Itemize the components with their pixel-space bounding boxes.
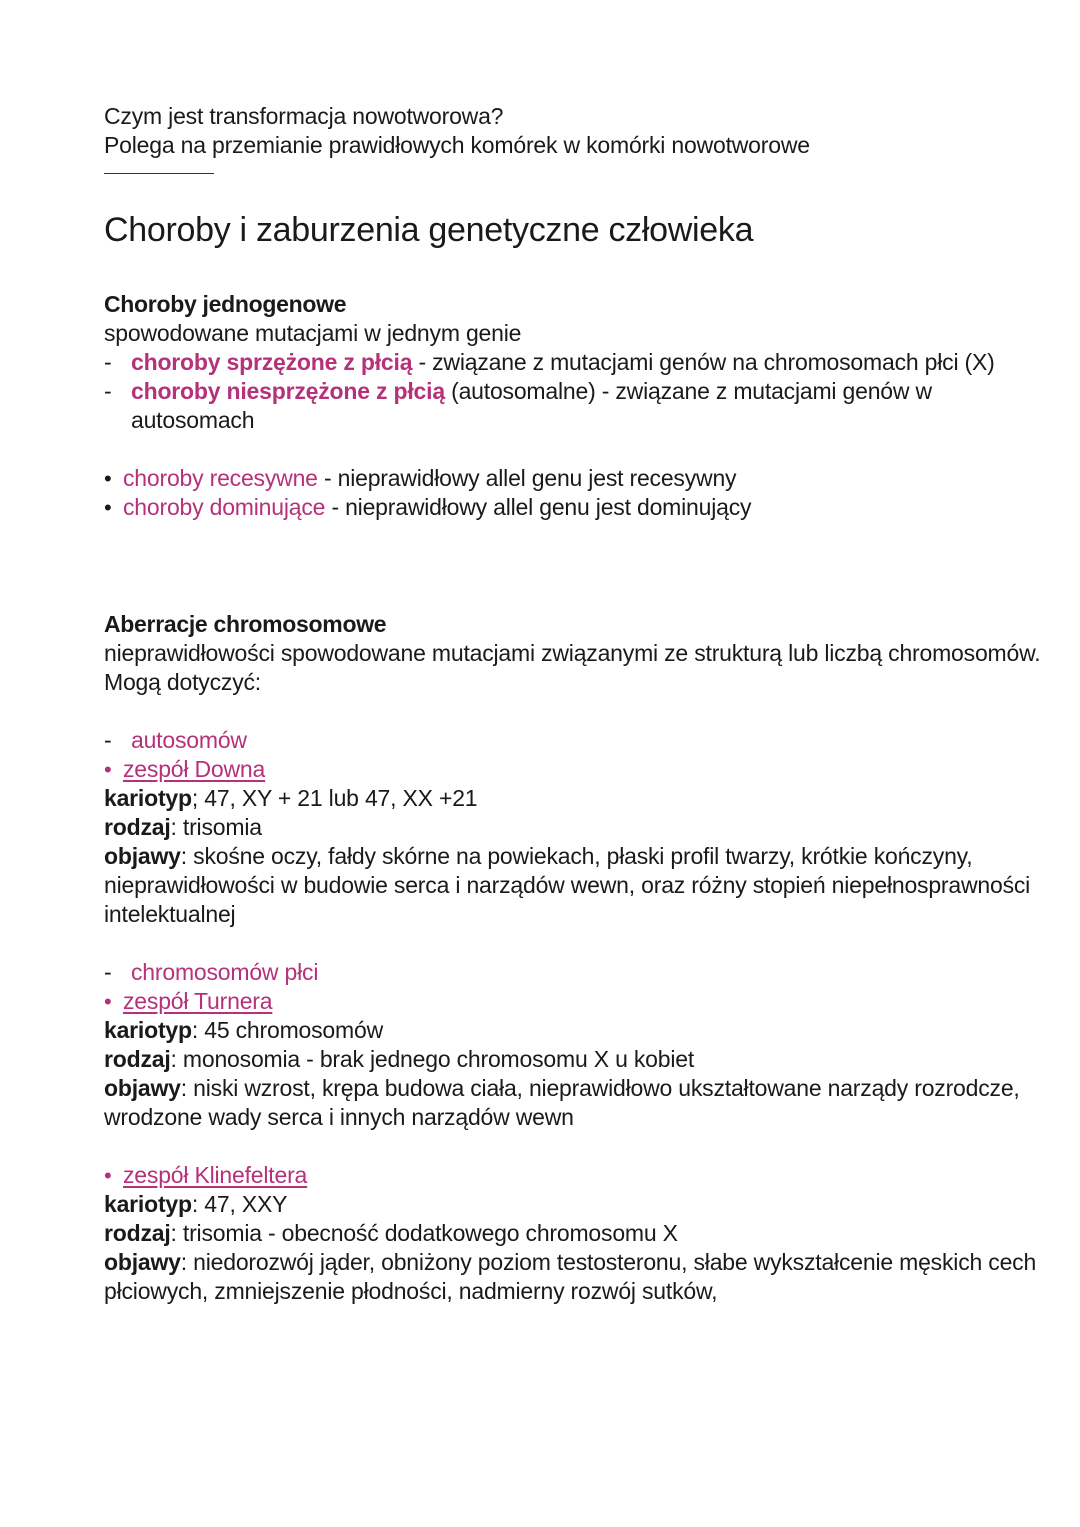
field-value-continued: nieprawidłowości w budowie serca i narządów wewn, oraz różny stopień niepełnosprawności [104,872,1031,898]
group-heading [104,958,1004,987]
field-value: : 47, XXY [191,1191,288,1217]
bullet-marker: • [104,757,112,782]
field-label: kariotyp [104,1191,192,1217]
term-definition-continued: autosomach [131,407,255,433]
field-label: objawy [104,843,181,869]
group-label: chromosomów płci [131,959,319,985]
term-definition: - nieprawidłowy allel genu jest dominujący [325,494,752,520]
dash-marker: - [104,378,112,404]
field-value: : niedorozwój jąder, obniżony poziom testosteronu, słabe wykształcenie męskich cech [180,1249,1037,1275]
term-autosomal: choroby niesprzężone z płcią [131,378,445,404]
field-label: rodzaj [104,814,171,840]
intro-question: Czym jest transformacja nowotworowa? [104,103,504,129]
field-value: : 45 chromosomów [191,1017,383,1043]
syndrome-heading [104,1161,1004,1190]
section-description: Mogą dotyczyć: [104,669,261,695]
list-item [104,348,1004,377]
field-value-continued: płciowych, zmniejszenie płodności, nadmierny rozwój sutków, [104,1278,718,1304]
list-item [104,464,1004,493]
page-title: Choroby i zaburzenia genetyczne człowieka [104,211,754,249]
list-item [104,493,1004,522]
syndrome-block [104,1161,1037,1306]
term-recessive: choroby recesywne [123,465,318,491]
section-description: spowodowane mutacjami w jednym genie [104,320,522,346]
section-heading-single-gene: Choroby jednogenowe [104,291,347,317]
intro-answer: Polega na przemianie prawidłowych komórek w komórki nowotworowe [104,132,810,158]
bullet-marker: • [104,1163,112,1188]
group-label: autosomów [131,727,247,753]
field-label: kariotyp [104,1017,192,1043]
term-definition: (autosomalne) - związane z mutacjami genów w [444,378,932,404]
dash-marker: - [104,959,112,985]
bullet-marker: • [104,466,112,491]
section-description: nieprawidłowości spowodowane mutacjami związanymi ze strukturą lub liczbą chromosomów. [104,640,1041,666]
field-label: kariotyp [104,785,192,811]
link-down-syndrome[interactable]: zespół Downa [123,756,266,782]
field-label: objawy [104,1075,181,1101]
field-label: objawy [104,1249,181,1275]
section-single-gene [104,290,1004,522]
bullet-list [104,464,1004,522]
dash-marker: - [104,349,112,375]
field-value: ; 47, XY + 21 lub 47, XX +21 [191,785,478,811]
group-heading [104,726,1004,755]
bullet-marker: • [104,989,112,1014]
term-sex-linked: choroby sprzężone z płcią [131,349,413,375]
dash-marker: - [104,727,112,753]
group-autosomes [104,726,1031,929]
section-heading-aberrations: Aberracje chromosomowe [104,611,387,637]
syndrome-heading [104,987,1004,1016]
section-aberrations [104,610,1041,1306]
link-klinefelter-syndrome[interactable]: zespół Klinefeltera [123,1162,308,1188]
list-item [104,377,1004,435]
field-label: rodzaj [104,1220,171,1246]
syndrome-heading [104,755,1004,784]
term-definition: - nieprawidłowy allel genu jest recesywny [317,465,737,491]
field-value: : niski wzrost, krępa budowa ciała, nieprawidłowo ukształtowane narządy rozrodcze, [180,1075,1020,1101]
document-page [104,102,1041,1306]
field-value: : skośne oczy, fałdy skórne na powiekach, płaski profil twarzy, krótkie kończyny, [180,843,973,869]
term-dominant: choroby dominujące [123,494,326,520]
link-turner-syndrome[interactable]: zespół Turnera [123,988,273,1014]
field-value: : trisomia - obecność dodatkowego chromosomu X [170,1220,678,1246]
field-label: rodzaj [104,1046,171,1072]
group-sex-chromosomes [104,958,1037,1306]
field-value: : trisomia [170,814,262,840]
term-definition: - związane z mutacjami genów na chromosomach płci (X) [412,349,995,375]
horizontal-rule [104,173,214,174]
bullet-marker: • [104,495,112,520]
field-value-continued: intelektualnej [104,901,236,927]
field-value: : monosomia - brak jednego chromosomu X u kobiet [170,1046,695,1072]
field-value-continued: wrodzone wady serca i innych narządów wewn [104,1104,574,1130]
